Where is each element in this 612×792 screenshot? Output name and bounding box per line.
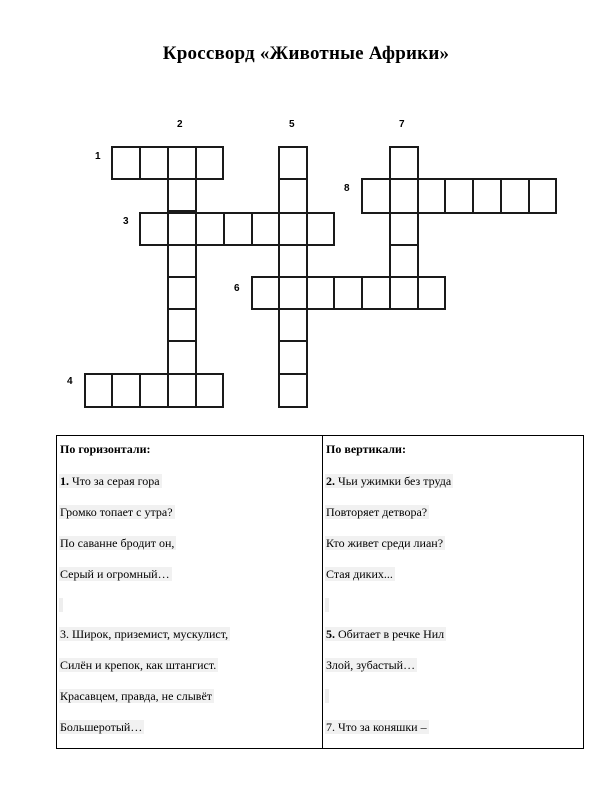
clue-7-line: 7. Что за коняшки – xyxy=(326,720,427,734)
grid-cell[interactable] xyxy=(278,373,308,408)
clue-1-line: Серый и огромный… xyxy=(60,567,170,581)
grid-number-2: 2 xyxy=(177,119,183,130)
grid-cell[interactable] xyxy=(167,212,197,246)
page-title: Кроссворд «Животные Африки» xyxy=(162,43,450,64)
grid-cell[interactable] xyxy=(167,178,197,212)
grid-cell[interactable] xyxy=(417,178,446,214)
grid-cell[interactable] xyxy=(111,373,141,408)
grid-cell[interactable] xyxy=(361,276,391,310)
grid-cell[interactable] xyxy=(278,276,308,310)
empty-line-marker xyxy=(325,689,329,703)
grid-cell[interactable] xyxy=(389,276,419,310)
clue-2-text: Чьи ужимки без труда xyxy=(338,474,452,488)
clue-1-text: Что за серая гора xyxy=(72,474,160,488)
column-divider xyxy=(322,436,323,748)
grid-cell[interactable] xyxy=(167,373,197,408)
grid-cell[interactable] xyxy=(139,146,169,180)
grid-cell[interactable] xyxy=(278,244,308,278)
grid-cell[interactable] xyxy=(306,276,335,310)
clue-3-line: Силён и крепок, как штангист. xyxy=(60,658,217,672)
grid-cell[interactable] xyxy=(333,276,363,310)
clue-2-line: Повторяет детвора? xyxy=(326,505,428,519)
grid-number-7: 7 xyxy=(399,119,405,130)
grid-cell[interactable] xyxy=(278,212,308,246)
grid-cell[interactable] xyxy=(389,212,419,246)
grid-cell[interactable] xyxy=(528,178,557,214)
grid-cell[interactable] xyxy=(472,178,502,214)
clue-5-line: Злой, зубастый… xyxy=(326,658,416,672)
grid-cell[interactable] xyxy=(167,276,197,310)
clues-table xyxy=(56,435,584,749)
clue-1-line: По саванне бродит он, xyxy=(60,536,175,550)
grid-cell[interactable] xyxy=(444,178,474,214)
clue-2-line: Кто живет среди лиан? xyxy=(326,536,444,550)
grid-number-4: 4 xyxy=(67,376,73,387)
grid-cell[interactable] xyxy=(139,212,169,246)
grid-cell[interactable] xyxy=(84,373,113,408)
clue-5-number: 5. xyxy=(326,627,335,641)
clue-2-line: Стая диких... xyxy=(326,567,393,581)
grid-cell[interactable] xyxy=(389,244,419,278)
down-heading: По вертикали: xyxy=(326,442,406,456)
grid-cell[interactable] xyxy=(167,146,197,180)
grid-cell[interactable] xyxy=(389,178,419,214)
clue-1-number: 1. xyxy=(60,474,69,488)
clue-2-line xyxy=(325,474,453,488)
grid-cell[interactable] xyxy=(278,308,308,342)
grid-cell[interactable] xyxy=(195,146,224,180)
grid-cell[interactable] xyxy=(306,212,335,246)
grid-cell[interactable] xyxy=(195,212,225,246)
grid-number-1: 1 xyxy=(95,151,101,162)
grid-cell[interactable] xyxy=(111,146,141,180)
clue-5-line xyxy=(325,627,446,641)
empty-line-marker xyxy=(59,598,63,612)
grid-number-6: 6 xyxy=(234,283,240,294)
grid-cell[interactable] xyxy=(361,178,391,214)
clue-2-number: 2. xyxy=(326,474,335,488)
grid-cell[interactable] xyxy=(278,340,308,375)
grid-cell[interactable] xyxy=(251,276,280,310)
grid-cell[interactable] xyxy=(278,178,308,214)
grid-cell[interactable] xyxy=(195,373,224,408)
grid-cell[interactable] xyxy=(139,373,169,408)
grid-cell[interactable] xyxy=(417,276,446,310)
grid-cell[interactable] xyxy=(251,212,280,246)
clue-3-line: Большеротый… xyxy=(60,720,143,734)
clue-3-line: 3. Широк, приземист, мускулист, xyxy=(60,627,229,641)
clue-3-line: Красавцем, правда, не слывёт xyxy=(60,689,213,703)
grid-cell[interactable] xyxy=(389,146,419,180)
grid-cell[interactable] xyxy=(500,178,530,214)
grid-number-3: 3 xyxy=(123,216,129,227)
grid-number-5: 5 xyxy=(289,119,295,130)
clue-5-text: Обитает в речке Нил xyxy=(338,627,445,641)
grid-cell[interactable] xyxy=(167,244,197,278)
across-heading: По горизонтали: xyxy=(60,442,151,456)
grid-cell[interactable] xyxy=(167,340,197,375)
clue-1-line xyxy=(59,474,162,488)
clue-1-line: Громко топает с утра? xyxy=(60,505,173,519)
grid-number-8: 8 xyxy=(344,183,350,194)
grid-cell[interactable] xyxy=(278,146,308,180)
empty-line-marker xyxy=(325,598,329,612)
grid-cell[interactable] xyxy=(167,308,197,342)
grid-cell[interactable] xyxy=(223,212,253,246)
